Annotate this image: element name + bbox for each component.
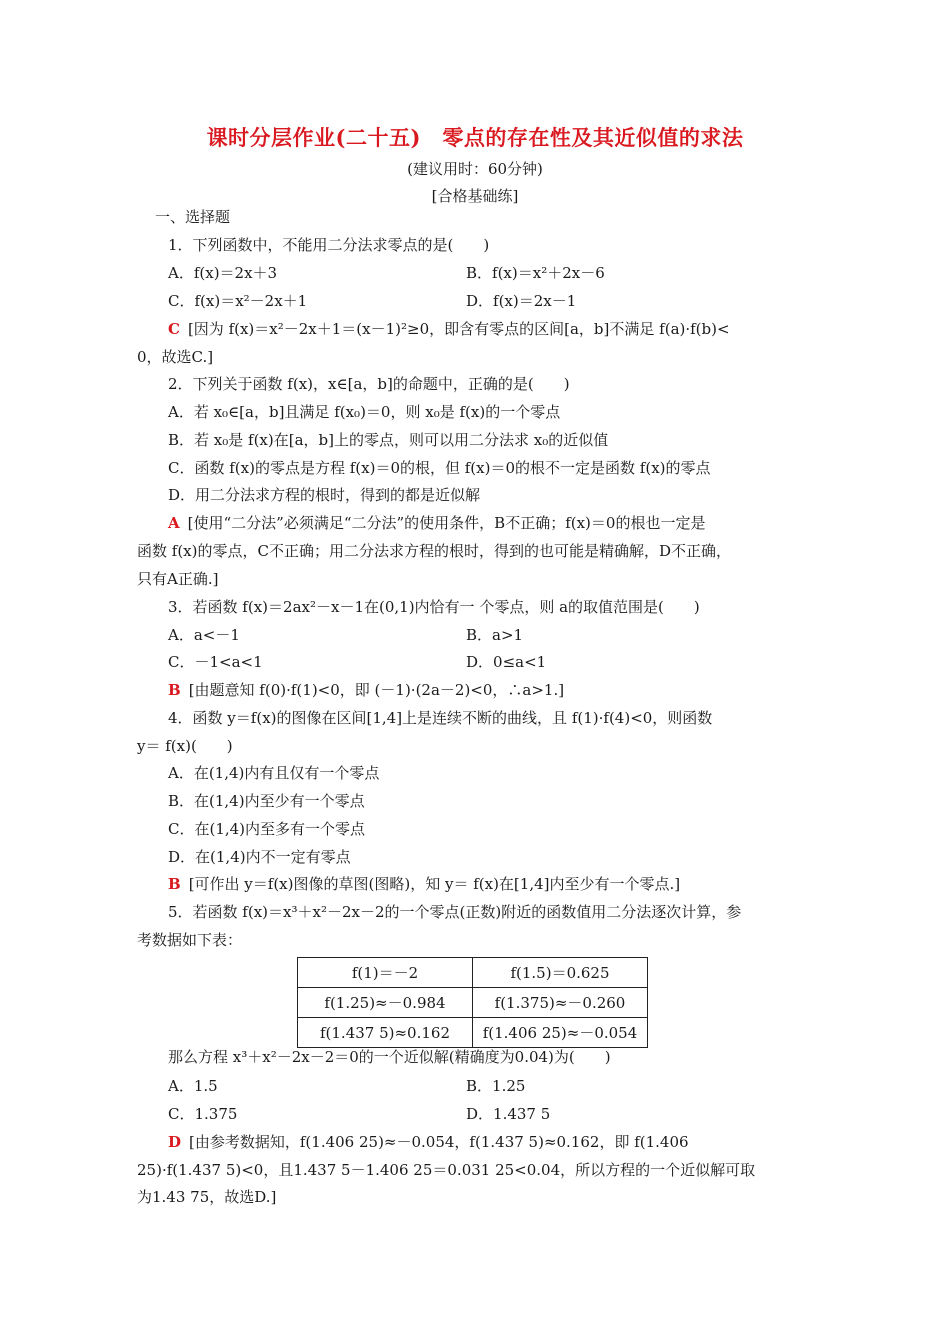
- table-cell: f(1.5)＝0.625: [473, 958, 648, 988]
- q3-answer: B: [168, 681, 181, 699]
- q4-explanation: [168, 874, 680, 894]
- q1-explain-line1: [因为 f(x)＝x²－2x＋1＝(x－1)²≥0，即含有零点的区间[a，b]不满足 f(a)·f(b)<: [187, 320, 730, 338]
- section-heading: 一、选择题: [155, 208, 231, 226]
- table-cell: f(1.375)≈－0.260: [473, 988, 648, 1018]
- q5-option-a: A．1.5: [168, 1077, 218, 1095]
- q5-option-d: D．1.437 5: [466, 1105, 551, 1123]
- q1-option-c: C．f(x)＝x²－2x＋1: [168, 292, 308, 310]
- level-heading: [合格基础练]: [431, 187, 519, 205]
- page-title: 课时分层作业(二十五) 零点的存在性及其近似值的求法: [206, 125, 744, 150]
- q4-option-c: C．在(1,4)内至多有一个零点: [168, 820, 366, 838]
- q3-stem: 3．若函数 f(x)＝2ax²－x－1在(0,1)内恰有一 个零点，则 a的取值范围是( ): [168, 598, 700, 616]
- table-row: [298, 958, 648, 988]
- q2-option-d: D．用二分法求方程的根时，得到的都是近似解: [168, 486, 481, 504]
- q1-option-d: D．f(x)＝2x－1: [466, 292, 577, 310]
- suggested-time: (建议用时：60分钟): [407, 160, 543, 178]
- q5-stem-line2: 考数据如下表：: [137, 931, 243, 949]
- q1-answer: C: [168, 320, 180, 338]
- q2-option-a: A．若 x₀∈[a，b]且满足 f(x₀)＝0，则 x₀是 f(x)的一个零点: [168, 403, 561, 421]
- table-cell: f(1.406 25)≈－0.054: [473, 1018, 648, 1048]
- q3-option-a: A．a<－1: [168, 626, 240, 644]
- table-cell: f(1.25)≈－0.984: [298, 988, 473, 1018]
- q5-explain-line1: [由参考数据知，f(1.406 25)≈－0.054，f(1.437 5)≈0.162，即 f(1.406: [189, 1133, 689, 1151]
- q3-option-b: B．a>1: [466, 626, 524, 644]
- q4-option-d: D．在(1,4)内不一定有零点: [168, 848, 351, 866]
- q1-option-a: A．f(x)＝2x＋3: [168, 264, 278, 282]
- q4-option-b: B．在(1,4)内至少有一个零点: [168, 792, 365, 810]
- q5-option-b: B．1.25: [466, 1077, 526, 1095]
- q2-explain-line1: [使用“二分法”必须满足“二分法”的使用条件，B不正确；f(x)＝0的根也一定是: [187, 514, 706, 532]
- q2-option-c: C．函数 f(x)的零点是方程 f(x)＝0的根，但 f(x)＝0的根不一定是函数 f(x)的零点: [168, 459, 711, 477]
- table-cell: f(1)＝－2: [298, 958, 473, 988]
- q3-option-d: D．0≤a<1: [466, 653, 547, 671]
- q5-stem-line3: 那么方程 x³＋x²－2x－2＝0的一个近似解(精确度为0.04)为( ): [168, 1048, 611, 1066]
- table-row: [298, 1018, 648, 1048]
- q5-explain-line2: 25)·f(1.437 5)<0，且1.437 5－1.406 25＝0.031 25<0.04，所以方程的一个近似解可取: [137, 1161, 756, 1179]
- q1-explain-line2: 0，故选C.]: [137, 348, 214, 366]
- q2-answer: A: [168, 514, 180, 532]
- table-row: [298, 988, 648, 1018]
- q2-option-b: B．若 x₀是 f(x)在[a，b]上的零点，则可以用二分法求 x₀的近似值: [168, 431, 609, 449]
- q4-stem-line2: y＝ f(x)( ): [137, 737, 233, 755]
- q2-explain-line3: 只有A正确.]: [137, 570, 219, 588]
- table-cell: f(1.437 5)≈0.162: [298, 1018, 473, 1048]
- q3-explanation: [168, 680, 564, 700]
- reference-data-table: [297, 957, 648, 1048]
- q5-stem-line1: 5．若函数 f(x)＝x³＋x²－2x－2的一个零点(正数)附近的函数值用二分法逐次计算，参: [168, 903, 742, 921]
- q5-answer: D: [168, 1133, 182, 1151]
- q5-option-c: C．1.375: [168, 1105, 238, 1123]
- q3-explain-line1: [由题意知 f(0)·f(1)<0，即 (－1)·(2a－2)<0，∴a>1.]: [188, 681, 565, 699]
- q2-explanation: [168, 513, 705, 533]
- q4-stem-line1: 4．函数 y＝f(x)的图像在区间[1,4]上是连续不断的曲线，且 f(1)·f(4)<0，则函数: [168, 709, 713, 727]
- q1-stem: 1．下列函数中，不能用二分法求零点的是( ): [168, 236, 490, 254]
- q4-option-a: A．在(1,4)内有且仅有一个零点: [168, 764, 380, 782]
- q5-explain-line3: 为1.43 75，故选D.]: [137, 1188, 277, 1206]
- q1-option-b: B．f(x)＝x²＋2x－6: [466, 264, 605, 282]
- q3-option-c: C．－1<a<1: [168, 653, 263, 671]
- q1-explanation: [168, 319, 730, 339]
- q2-explain-line2: 函数 f(x)的零点，C不正确；用二分法求方程的根时，得到的也可能是精确解，D不正确，: [137, 542, 731, 560]
- q2-stem: 2．下列关于函数 f(x)，x∈[a，b]的命题中，正确的是( ): [168, 375, 570, 393]
- q5-explanation: [168, 1132, 689, 1152]
- q4-explain-line1: [可作出 y＝f(x)图像的草图(图略)，知 y＝ f(x)在[1,4]内至少有一个零点.]: [188, 875, 681, 893]
- q4-answer: B: [168, 875, 181, 893]
